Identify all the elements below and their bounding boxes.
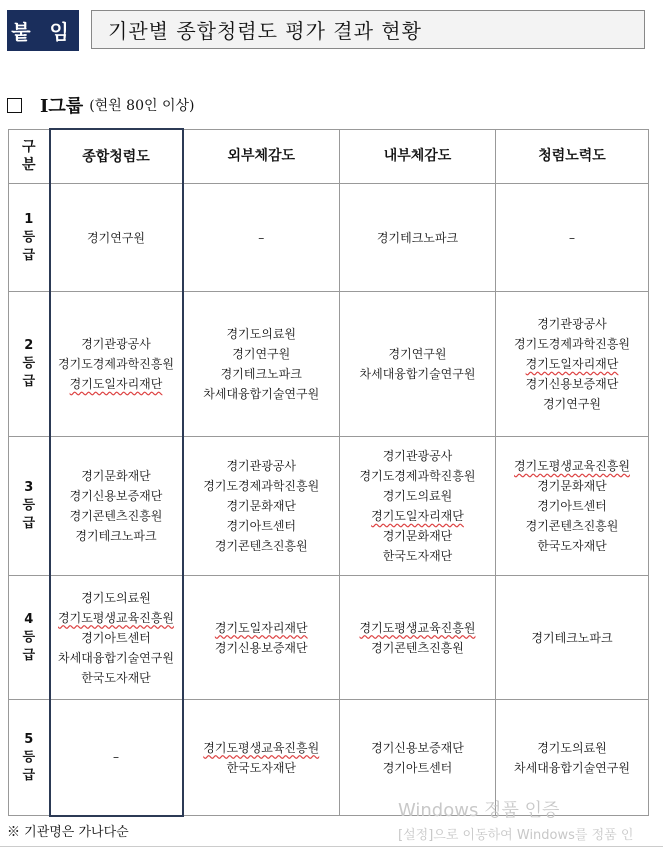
column-header: 청렴노력도 (496, 129, 649, 184)
institution-name: – (569, 230, 575, 245)
institution-name: 경기관광공사 (81, 337, 151, 351)
grade-cell (50, 700, 183, 816)
column-header: 외부체감도 (183, 129, 340, 184)
institution-name: 경기관광공사 (226, 459, 297, 473)
grade-cell (183, 700, 340, 816)
institution-name: 경기도의료원 (226, 327, 297, 341)
grade-label: 3 등 급 (9, 437, 50, 576)
institution-name: 차세대융합기술연구원 (203, 387, 320, 401)
page-title: 기관별 종합청렴도 평가 결과 현황 (91, 10, 645, 49)
grade-label: 5 등 급 (9, 700, 50, 816)
activation-watermark: Windows 정품 인증 (398, 800, 560, 821)
attachment-badge: 붙 임 (7, 10, 79, 51)
institution-name: 경기도평생교육진흥원 (203, 740, 320, 755)
divider (0, 846, 663, 847)
group-note: (현원 80인 이상) (89, 98, 195, 114)
institution-name: 경기신용보증재단 (525, 377, 619, 391)
institution-name: 한국도자재단 (537, 539, 607, 553)
grade-label: 1 등 급 (9, 184, 50, 292)
grade-cell (340, 292, 496, 437)
institution-name: 경기연구원 (87, 230, 145, 245)
institution-name: 경기연구원 (232, 347, 291, 361)
grade-cell (183, 184, 340, 292)
column-header: 종합청렴도 (50, 129, 183, 184)
institution-name: 한국도자재단 (81, 670, 151, 685)
institution-name: 경기도경제과학진흥원 (58, 357, 174, 371)
institution-name: 경기문화재단 (382, 529, 453, 543)
institution-name: 경기도경제과학진흥원 (514, 337, 630, 351)
institution-name: 경기도의료원 (537, 740, 607, 755)
institution-name: 경기콘텐츠진흥원 (371, 640, 464, 655)
grade-cell (340, 437, 496, 576)
institution-name: 경기연구원 (388, 347, 447, 361)
header (7, 10, 647, 51)
institution-name: 경기도일자리재단 (371, 509, 464, 523)
institution-name: 경기관광공사 (537, 317, 607, 331)
grade-cell (340, 576, 496, 700)
institution-name: 경기문화재단 (226, 499, 297, 513)
institution-name: 경기콘텐츠진흥원 (214, 539, 308, 553)
institution-name: 경기아트센터 (537, 499, 607, 513)
institution-name: 경기도평생교육진흥원 (514, 459, 630, 473)
institution-name: 경기도일자리재단 (525, 357, 619, 371)
column-header: 내부체감도 (340, 129, 496, 184)
grade-cell (496, 437, 649, 576)
table-row (9, 292, 649, 437)
institution-name: 경기도평생교육진흥원 (359, 620, 476, 635)
institution-name: 경기도일자리재단 (214, 620, 308, 635)
institution-name: 경기문화재단 (537, 479, 607, 493)
institution-name: 한국도자재단 (226, 760, 297, 775)
institution-name: 경기테크노파크 (75, 529, 157, 543)
grade-cell (183, 292, 340, 437)
checkbox-icon (7, 98, 22, 113)
institution-name: 경기콘텐츠진흥원 (525, 519, 619, 533)
institution-name: 경기도평생교육진흥원 (58, 610, 174, 625)
grade-cell (340, 184, 496, 292)
grade-cell (496, 184, 649, 292)
grade-cell (183, 437, 340, 576)
institution-name: 한국도자재단 (382, 549, 453, 563)
grade-cell (50, 184, 183, 292)
corner-header: 구 분 (9, 129, 50, 184)
institution-name: – (113, 750, 119, 765)
institution-name: 경기연구원 (543, 397, 601, 411)
table-row (9, 576, 649, 700)
institution-name: 경기신용보증재단 (69, 489, 163, 503)
institution-name: 차세대융합기술연구원 (514, 760, 630, 775)
section-heading (7, 92, 194, 118)
group-label: Ⅰ그룹 (40, 96, 84, 117)
institution-name: 경기콘텐츠진흥원 (69, 509, 163, 523)
grade-cell (496, 576, 649, 700)
institution-name: 경기테크노파크 (531, 630, 613, 645)
institution-name: 경기아트센터 (382, 760, 453, 775)
institution-name: 경기신용보증재단 (371, 740, 464, 755)
footnote: ※ 기관명은 가나다순 (7, 825, 129, 840)
grade-cell (50, 437, 183, 576)
institution-name: 경기도경제과학진흥원 (203, 479, 320, 493)
grade-cell (50, 292, 183, 437)
table-header-row (9, 129, 649, 184)
institution-name: 경기아트센터 (226, 519, 297, 533)
institution-name: 경기도의료원 (81, 590, 151, 605)
grade-table (8, 128, 649, 817)
institution-name: 경기테크노파크 (220, 367, 302, 381)
institution-name: 차세대융합기술연구원 (359, 367, 476, 381)
institution-name: 경기도일자리재단 (69, 377, 163, 391)
activation-watermark-detail: [설정]으로 이동하여 Windows를 정품 인 (398, 828, 634, 843)
institution-name: 경기도경제과학진흥원 (359, 469, 476, 483)
institution-name: 경기테크노파크 (376, 230, 459, 245)
grade-cell (183, 576, 340, 700)
institution-name: 경기아트센터 (81, 630, 151, 645)
grade-cell (50, 576, 183, 700)
institution-name: 경기도의료원 (382, 489, 453, 503)
institution-name: 경기문화재단 (81, 469, 151, 483)
institution-name: – (258, 230, 265, 245)
grade-label: 4 등 급 (9, 576, 50, 700)
grade-cell (496, 292, 649, 437)
table-row (9, 184, 649, 292)
institution-name: 경기신용보증재단 (214, 640, 308, 655)
institution-name: 차세대융합기술연구원 (58, 650, 174, 665)
grade-label: 2 등 급 (9, 292, 50, 437)
institution-name: 경기관광공사 (382, 449, 453, 463)
table-row (9, 437, 649, 576)
